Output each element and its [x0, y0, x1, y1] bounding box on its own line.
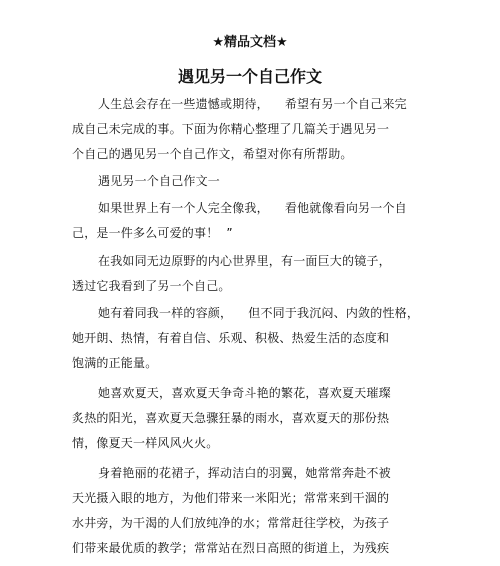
paragraph-line: 在我如同无边原野的内心世界里，有一面巨大的镜子， [98, 254, 391, 268]
paragraph-line: 炙热的阳光，喜欢夏天急骤狂暴的雨水，喜欢夏天的那份热 [72, 411, 390, 425]
paragraph-line: 们带来最优质的教学；常常站在烈日高照的街道上，为残疾 [72, 541, 390, 555]
paragraph-line: 水井旁，为干渴的人们放纯净的水；常常赶往学校，为孩子 [72, 516, 390, 530]
body-paragraph [72, 196, 432, 246]
paragraph-line: 饱满的正能量。 [72, 356, 158, 370]
section-heading [72, 169, 432, 194]
paragraph-line: 人生总会存在一些遗憾或期待， 希望有另一个自己来完 [98, 97, 407, 111]
paragraph-line: 身着艳丽的花裙子，挥动洁白的羽翼，她常常奔赴不被 [98, 466, 391, 480]
body-paragraph [72, 381, 432, 456]
paragraph-line: 天光摄入眼的地方，为他们带来一米阳光；常常来到干涸的 [72, 491, 390, 505]
paragraph-line: 如果世界上有一个人完全像我， 看他就像看向另一个自 [98, 201, 407, 215]
paragraph-line: 情，像夏天一样风风火火。 [72, 436, 219, 450]
paragraph-line: 她有着同我一样的容颜， 但不同于我沉闷、内敛的性格， [98, 306, 420, 320]
paragraph-line: 己，是一件多么可爱的事！ ” [72, 226, 233, 240]
intro-paragraph [72, 92, 432, 167]
body-paragraph [72, 249, 432, 299]
body-paragraph [72, 461, 432, 561]
paragraph-line: 透过它我看到了另一个自己。 [72, 279, 231, 293]
paragraph-line: 遇见另一个自己作文一 [98, 174, 221, 188]
page-title: 遇见另一个自己作文 [177, 67, 322, 86]
body-paragraph [72, 301, 432, 376]
quality-badge: ★精品文档★ [212, 35, 288, 50]
paragraph-line: 她开朗、热情，有着自信、乐观、积极、热爱生活的态度和 [72, 331, 390, 345]
paragraph-line: 她喜欢夏天，喜欢夏天争奇斗艳的繁花，喜欢夏天璀璨 [98, 386, 391, 400]
paragraph-line: 个自己的遇见另一个自己作文，希望对你有所帮助。 [72, 147, 353, 161]
paragraph-line: 成自己未完成的事。下面为你精心整理了几篇关于遇见另一 [72, 122, 390, 136]
